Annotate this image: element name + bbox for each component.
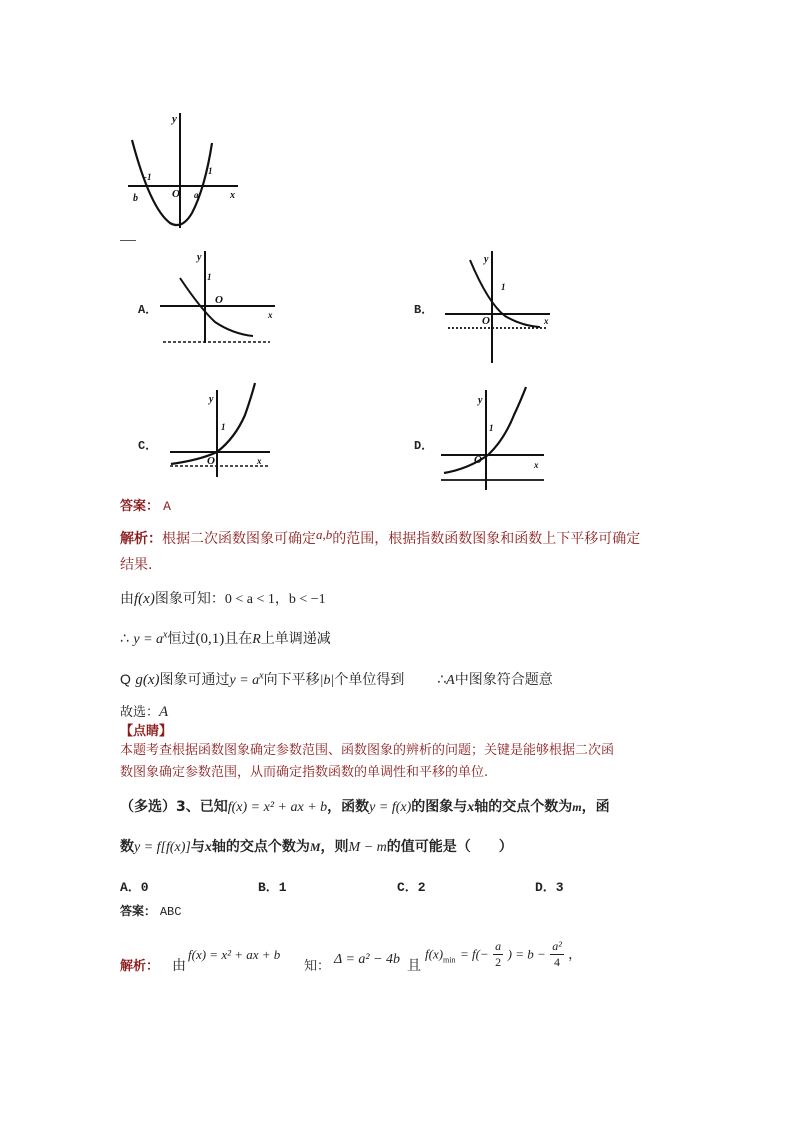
text: 数 [120, 839, 134, 855]
answer-value: ABC [159, 905, 182, 919]
text: 恒过 [167, 631, 196, 647]
condition-b: b < −1 [288, 592, 326, 607]
option-a-y: y [197, 252, 202, 263]
text: 上单调递减 [260, 631, 331, 647]
neg-one-label: -1 [144, 172, 152, 182]
comment-title: 【点睛】 [120, 724, 173, 739]
text: 且 [407, 958, 421, 974]
option-c-letter: C． [138, 439, 158, 453]
answer-value: A [163, 499, 171, 514]
option-c-x: x [257, 456, 262, 466]
option-c-y: y [209, 394, 214, 405]
text: 个单位得到 [334, 672, 405, 688]
a-label: a [194, 190, 199, 200]
fmin-expression [425, 939, 581, 970]
condition-a: 0 < a < 1 [224, 592, 275, 607]
f-definition: f(x) = x² + ax + b [227, 800, 328, 815]
text: （多选）3、已知 [120, 799, 228, 815]
delta-expr: Δ = a² − 4b [334, 952, 401, 967]
exponent: x [163, 629, 168, 641]
therefore-symbol: ∴ [120, 631, 129, 647]
min-subscript: min [443, 955, 456, 965]
text: ，则 [320, 839, 349, 855]
y-fx: y = f(x) [369, 800, 412, 815]
numerator: a² [552, 939, 562, 953]
text: 故选： [120, 705, 160, 720]
point: (0,1) [195, 631, 225, 647]
option-b-y: y [484, 254, 489, 265]
option-b-o: O [482, 315, 490, 327]
option-a-one: 1 [207, 272, 212, 282]
y-axis-label: y [172, 113, 177, 125]
text: 的图象与 [411, 799, 468, 815]
text: ，函 [581, 799, 610, 815]
text: 图象可知： [154, 591, 225, 607]
text: 轴的交点个数为 [211, 839, 310, 855]
denominator: 2 [495, 955, 502, 969]
text: ， [274, 591, 289, 607]
q3-option-c[interactable]: C．2 [397, 880, 426, 895]
comment-body-2: 数图象确定参数范围，从而确定指数函数的单调性和平移的单位. [120, 765, 489, 780]
option-d-x: x [534, 460, 539, 470]
m-var: m [572, 800, 582, 814]
exponent: x [259, 670, 264, 682]
option-c-o: O [207, 455, 215, 467]
option-a-x: x [268, 310, 273, 320]
text: ， [568, 947, 582, 963]
text: 由 [120, 591, 134, 607]
text: 轴的交点个数为 [474, 799, 573, 815]
text: 与 [190, 839, 205, 855]
option-d-one: 1 [489, 423, 494, 433]
option-b-letter: B． [414, 303, 434, 317]
text: 向下平移 [263, 672, 320, 688]
text: 图象可通过 [159, 672, 230, 688]
option-a-ref: A [446, 673, 455, 688]
x-var: x [204, 840, 212, 855]
x-var: x [467, 800, 475, 815]
question-3-line1 [120, 796, 610, 816]
q3-option-d[interactable]: D．3 [535, 880, 564, 895]
answer-label: 答案： [120, 904, 157, 918]
text: 且在 [224, 631, 253, 647]
text: 的值可能是（ ） [386, 839, 513, 855]
text: 中图象符合题意 [454, 672, 553, 688]
f-definition: f(x) = x² + ax + b [188, 947, 281, 962]
shift-line [120, 669, 553, 689]
analysis-text-1: 根据二次函数图象可确定 [162, 531, 316, 547]
option-a-o: O [215, 294, 223, 306]
from-graph-line [120, 588, 326, 608]
option-a-graph [155, 248, 280, 348]
eq-part2: ) = b − [507, 946, 546, 962]
origin-label: O [172, 188, 180, 200]
option-d-y: y [478, 395, 483, 406]
text: 由 [172, 958, 186, 974]
therefore-line [120, 628, 331, 648]
option-c-one: 1 [221, 422, 226, 432]
option-a-letter: A． [138, 303, 158, 317]
analysis-text-3: 结果. [120, 557, 153, 573]
analysis-text-2: 的范围，根据指数函数图象和函数上下平移可确定 [332, 531, 641, 547]
q3-option-b[interactable]: B．1 [258, 880, 287, 895]
answer-3 [120, 902, 181, 919]
divider [120, 240, 136, 241]
x-axis-label: x [230, 190, 235, 201]
abs-b: |b| [319, 673, 335, 688]
option-b-graph [440, 248, 555, 366]
one-label: 1 [208, 166, 213, 176]
text: ，函数 [327, 799, 370, 815]
question-3-line2 [120, 836, 513, 856]
choice-line [120, 701, 168, 721]
analysis-label: 解析： [120, 531, 162, 547]
text: 知： [304, 959, 331, 974]
analysis-1-line2 [120, 554, 152, 574]
answer-1 [120, 495, 171, 514]
option-b-one: 1 [501, 282, 506, 292]
analysis-1-line1 [120, 527, 640, 548]
eq-part1: = f(− [459, 946, 489, 962]
option-d-letter: D． [414, 439, 434, 453]
answer-label: 答案： [120, 499, 160, 514]
quadratic-graph [120, 108, 250, 233]
fraction-a-2 [493, 939, 503, 970]
fx-expr: f(x) [134, 591, 155, 607]
fraction-a2-4 [550, 939, 564, 970]
exp-func: y = a [133, 632, 164, 647]
option-b-x: x [544, 316, 549, 326]
denominator: 4 [553, 955, 560, 969]
therefore-symbol: ∴ [437, 672, 447, 688]
comment-body-1: 本题考查根据函数图象确定参数范围、函数图象的辨析的问题；关键是能够根据二次函 [120, 743, 615, 758]
M-minus-m: M − m [348, 840, 387, 855]
b-label: b [133, 193, 138, 204]
numerator: a [495, 939, 502, 953]
choice-value: A [159, 704, 169, 720]
option-d-o: O [474, 454, 482, 466]
analysis-label: 解析： [120, 959, 160, 974]
option-d-graph [436, 385, 551, 493]
q-symbol: Q [120, 671, 131, 687]
q3-option-a[interactable]: A．0 [120, 880, 149, 895]
exp-func: y = a [229, 673, 260, 688]
option-c-graph [165, 380, 280, 480]
M-var: M [309, 840, 321, 854]
analysis-vars: a,b [316, 527, 333, 542]
fmin: f(x) [425, 946, 444, 962]
gx-expr: g(x) [135, 672, 160, 688]
y-ffx: y = f[f(x)] [134, 840, 191, 855]
real-set: R [252, 632, 261, 647]
